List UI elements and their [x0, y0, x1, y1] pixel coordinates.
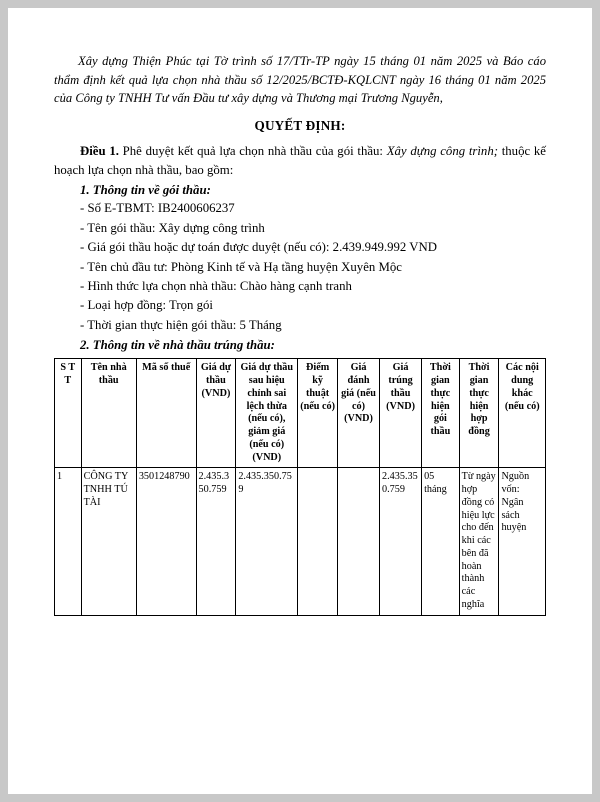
package-info-loai-hop-dong: - Loại hợp đồng: Trọn gói — [80, 298, 213, 313]
cell-ten-nha-thau: CÔNG TY TNHH TÚ TÀI — [81, 468, 136, 615]
th-gia-trung-thau: Giá trúng thầu (VND) — [380, 359, 422, 468]
table-row — [55, 468, 546, 615]
article-text-2: thuộc kế hoạch lựa chọn nhà thầu, bao gồm: — [54, 143, 546, 178]
cell-gia-trung-thau: 2.435.350.759 — [380, 468, 422, 615]
decision-title: QUYẾT ĐỊNH: — [254, 117, 346, 133]
cell-thoi-gian-goi-thau: 05 tháng — [422, 468, 460, 615]
th-thoi-gian-goi-thau: Thời gian thực hiện gói thầu — [422, 359, 460, 468]
table-header-row — [55, 359, 546, 468]
section-1-title: 1. Thông tin về gói thầu: — [80, 183, 211, 198]
th-gia-du-thau-sau: Giá dự thầu sau hiệu chỉnh sai lệch thừa (nếu có), giảm giá (nếu có) (VND) — [236, 359, 298, 468]
article-package-name: Xây dựng công trình; — [386, 143, 498, 158]
cell-thoi-gian-hop-dong: Từ ngày hợp đồng có hiệu lực cho đến khi các bên đã hoàn thành các nghĩa — [459, 468, 499, 615]
th-gia-du-thau: Giá dự thầu (VND) — [196, 359, 236, 468]
package-info-e-tbmt: - Số E-TBMT: IB2400606237 — [80, 201, 235, 216]
package-info-gia-goi-thau: - Giá gói thầu hoặc dự toán được duyệt (nếu có): 2.439.949.992 VND — [80, 240, 437, 255]
article-1-paragraph — [54, 142, 546, 180]
cell-gia-du-thau-sau: 2.435.350.759 — [236, 468, 298, 615]
section-2-title: 2. Thông tin về nhà thầu trúng thầu: — [80, 338, 275, 353]
cell-gia-danh-gia — [338, 468, 380, 615]
package-info-thoi-gian: - Thời gian thực hiện gói thầu: 5 Tháng — [80, 317, 282, 332]
cell-stt: 1 — [55, 468, 82, 615]
article-text-1: Phê duyệt kết quả lựa chọn nhà thầu của gói thầu: — [118, 143, 387, 158]
th-ten-nha-thau: Tên nhà thầu — [81, 359, 136, 468]
package-info-chu-dau-tu: - Tên chủ đầu tư: Phòng Kinh tế và Hạ tầng huyện Xuyên Mộc — [80, 259, 402, 274]
th-gia-danh-gia: Giá đánh giá (nếu có) (VND) — [338, 359, 380, 468]
package-info-ten-goi-thau: - Tên gói thầu: Xây dựng công trình — [80, 220, 265, 235]
document-page — [8, 8, 592, 794]
intro-paragraph: Xây dựng Thiện Phúc tại Tờ trình số 17/TTr-TP ngày 15 tháng 01 năm 2025 và Báo cáo thẩm định kết quả lựa chọn nhà thầu số 12/2025/BCTĐ-KQLCNT ngày 16 tháng 01 năm 2025 của Công ty TNHH Tư vấn Đầu tư xây dựng và Thương mại Trương Nguyễn, — [54, 54, 546, 106]
th-cac-noi-dung-khac: Các nội dung khác (nếu có) — [499, 359, 546, 468]
th-thoi-gian-hop-dong: Thời gian thực hiện hợp đồng — [459, 359, 499, 468]
th-ma-so-thue: Mã số thuế — [136, 359, 196, 468]
article-label: Điều 1. — [80, 143, 119, 158]
package-info-hinh-thuc: - Hình thức lựa chọn nhà thầu: Chào hàng cạnh tranh — [80, 279, 352, 293]
th-diem-ky-thuat: Điểm kỹ thuật (nếu có) — [298, 359, 338, 468]
th-stt: S T T — [55, 359, 82, 468]
contractor-result-table — [54, 358, 546, 615]
cell-diem-ky-thuat — [298, 468, 338, 615]
cell-cac-noi-dung-khac: Nguồn vốn: Ngân sách huyện — [499, 468, 546, 615]
cell-ma-so-thue: 3501248790 — [136, 468, 196, 615]
cell-gia-du-thau: 2.435.350.759 — [196, 468, 236, 615]
